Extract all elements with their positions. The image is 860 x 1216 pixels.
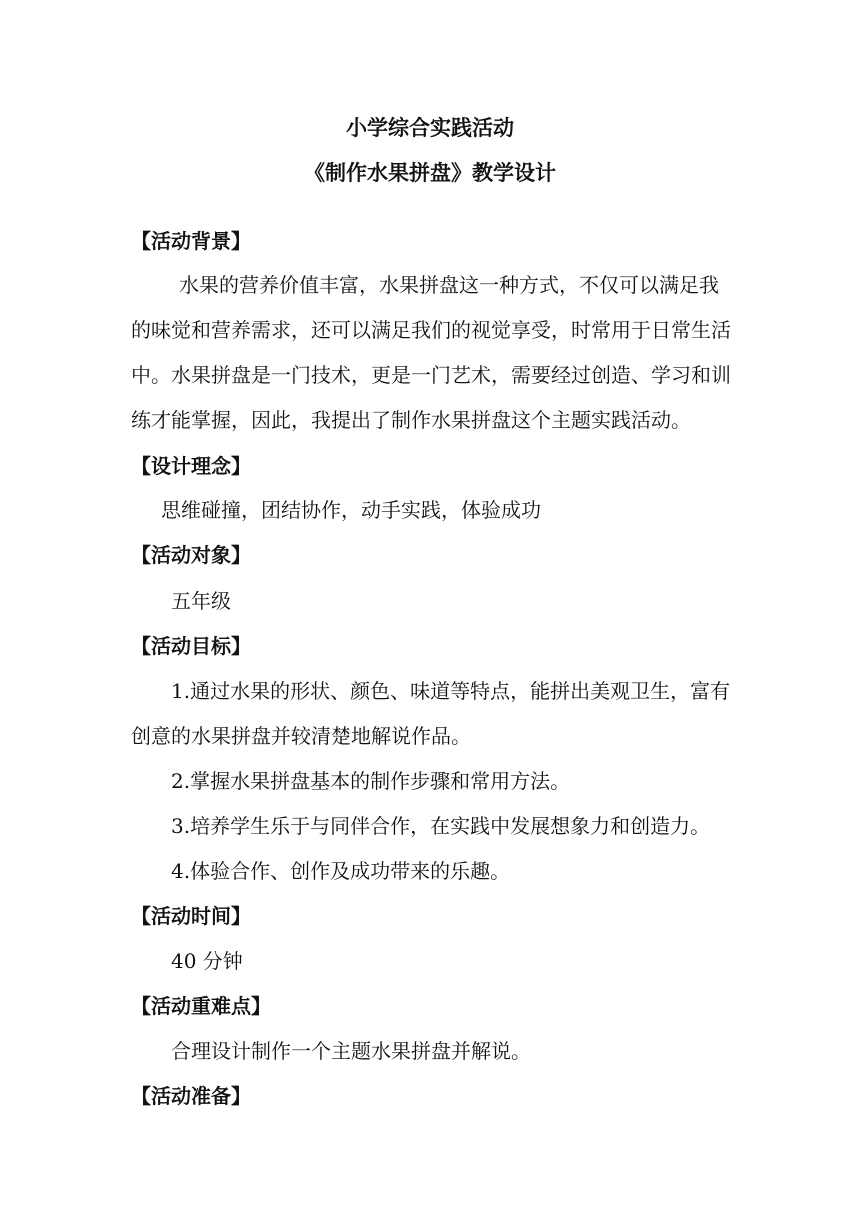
section-heading-concept: 【设计理念】 [131,454,251,478]
background-line-4: 练才能掌握，因此，我提出了制作水果拼盘这个主题实践活动。 [131,408,691,432]
section-heading-time: 【活动时间】 [131,904,251,928]
background-line-1: 水果的营养价值丰富，水果拼盘这一种方式，不仅可以满足我 [179,273,719,297]
background-line-2: 的味觉和营养需求，还可以满足我们的视觉享受，时常用于日常生活 [131,318,731,342]
goal-item-1: 1.通过水果的形状、颜色、味道等特点，能拼出美观卫生，富有 [171,679,731,703]
document-title: 小学综合实践活动 [346,115,514,140]
background-line-3: 中。水果拼盘是一门技术，更是一门艺术，需要经过创造、学习和训 [131,363,731,387]
section-heading-background: 【活动背景】 [131,229,251,253]
time-text: 40 分钟 [171,949,243,973]
section-heading-goals: 【活动目标】 [131,634,251,658]
goal-item-3: 3.培养学生乐于与同伴合作，在实践中发展想象力和创造力。 [171,814,711,838]
concept-text: 思维碰撞，团结协作，动手实践，体验成功 [161,498,541,522]
document-subtitle: 《制作水果拼盘》教学设计 [304,160,556,185]
goal-item-1-continued: 创意的水果拼盘并较清楚地解说作品。 [131,724,471,748]
goal-item-4: 4.体验合作、创作及成功带来的乐趣。 [171,859,511,883]
audience-text: 五年级 [171,589,231,613]
goal-item-2: 2.掌握水果拼盘基本的制作步骤和常用方法。 [171,769,571,793]
section-heading-audience: 【活动对象】 [131,543,251,567]
section-heading-preparation: 【活动准备】 [131,1084,251,1108]
section-heading-key-points: 【活动重难点】 [131,994,271,1018]
key-points-text: 合理设计制作一个主题水果拼盘并解说。 [171,1039,531,1063]
